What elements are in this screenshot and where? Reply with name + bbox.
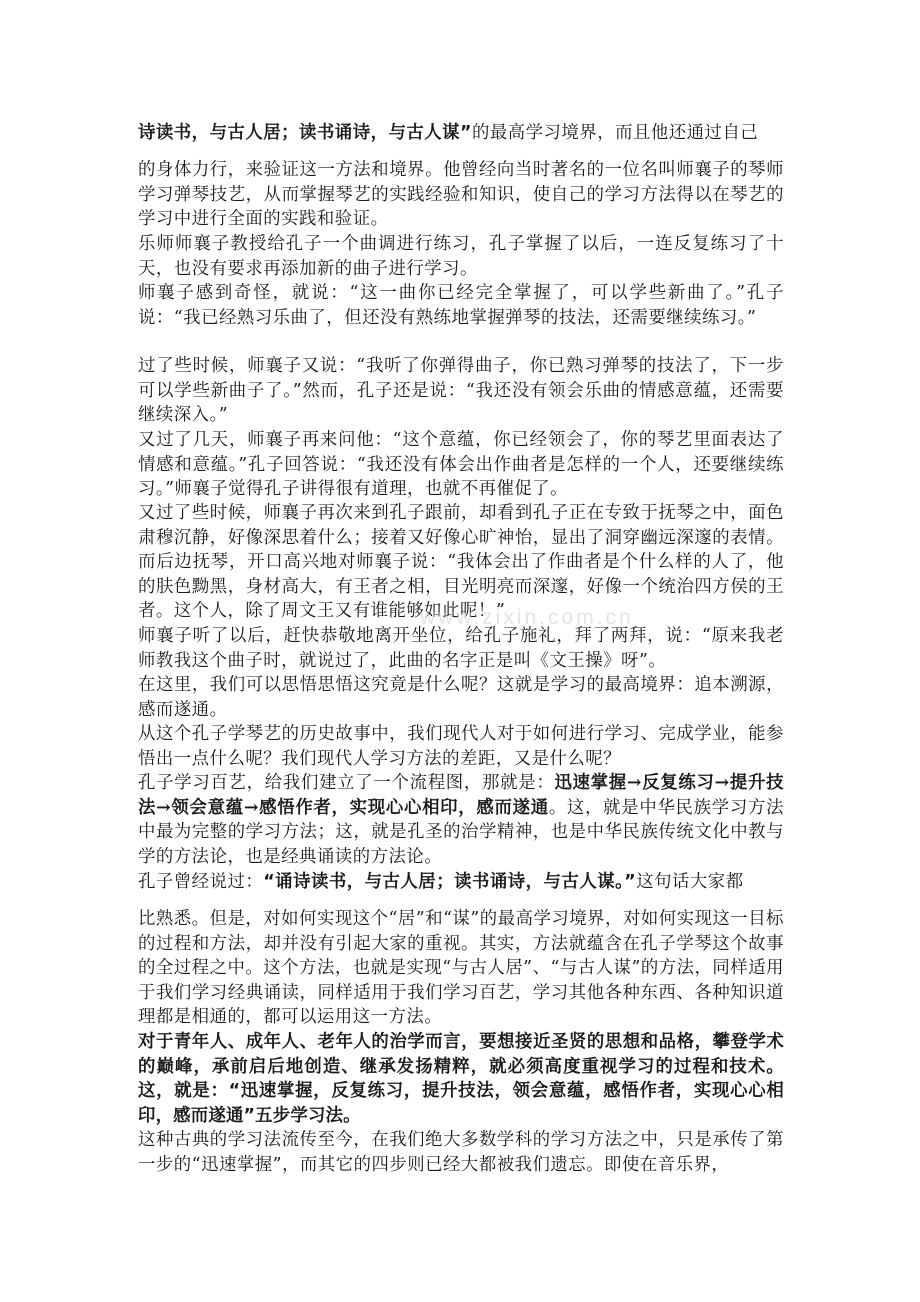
paragraph-8: 在这里，我们可以思悟思悟这究竟是什么呢？这就是学习的最高境界：追本溯源，感而遂通。	[138, 675, 784, 720]
paragraph-10	[138, 771, 784, 869]
paragraph-11-line-1	[138, 870, 784, 895]
paragraph-12-bold: 对于青年人、成年人、老年人的治学而言，要想接近圣贤的思想和品格，攀登学术的巅峰，承前启后地创造、继承发扬精粹，就必须高度重视学习的过程和技术。这，就是：“迅速掌握，反复练习，提升技法，领会意蕴，感悟作者，实现心心相印，感而遂通”五步学习法。	[138, 1032, 784, 1126]
quote-bold: “诵诗读书，与古人居；读书诵诗，与古人谋。”	[263, 872, 637, 892]
paragraph-6: 又过了些时候，师襄子再次来到孔子跟前，却看到孔子正在专致于抚琴之中，面色肃穆沉静，好像深思着什么；接着又好像心旷神怡，显出了洞穿幽远深邃的表情。而后边抚琴，开口高兴地对师襄子说：“我体会出了作曲者是个什么样的人了，他的肤色黝黑，身材高大，有王者之相，目光明亮而深邃，好像一个统治四方侯的王者。这个人，除了周文王又有谁能够如此呢！”	[138, 503, 784, 621]
paragraph-11-continued: 比熟悉。但是，对如何实现这个“居”和“谋”的最高学习境界，对如何实现这一目标的过程和方法，却并没有引起大家的重视。其实，方法就蕴含在孔子学琴这个故事的全过程之中。这个方法，也就是实现“与古人居”、“与古人谋”的方法，同样适用于我们学习经典诵读，同样适用于我们学习百艺，学习其他各种东西、各种知识道理都是相通的，都可以运用这一方法。	[138, 909, 784, 1027]
paragraph-9: 从这个孔子学琴艺的历史故事中，我们现代人对于如何进行学习、完成学业，能参悟出一点什么呢？我们现代人学习方法的差距，又是什么呢？	[138, 724, 784, 769]
paragraph-3: 师襄子感到奇怪，就说：“这一曲你已经完全掌握了，可以学些新曲了。”孔子说：“我已经熟习乐曲了，但还没有熟练地掌握弹琴的技法，还需要继续练习。”	[138, 283, 784, 328]
paragraph-11-text-a: 孔子曾经说过：	[138, 872, 264, 892]
paragraph-11-text-b: 这句话大家都	[636, 872, 744, 892]
paragraph-2: 乐师师襄子教授给孔子一个曲调进行练习，孔子掌握了以后，一连反复练习了十天，也没有要求再添加新的曲子进行学习。	[138, 234, 784, 279]
bold-quote-fragment: 诗读书，与古人居；读书诵诗，与古人谋”	[138, 123, 472, 143]
paragraph-1-line-1	[138, 121, 784, 146]
paragraph-1-text: 的最高学习境界，而且他还通过自己	[471, 123, 759, 143]
five-step-flow: 迅速掌握→反复练习→提升技法→领会意蕴→感悟作者，实现心心相印，感而遂通	[138, 773, 784, 818]
paragraph-7: 师襄子听了以后，赶快恭敬地离开坐位，给孔子施礼，拜了两拜，说：“原来我老师教我这个曲子时，就说过了，此曲的名字正是叫《文王操》呀”。	[138, 626, 784, 671]
paragraph-5: 又过了几天，师襄子再来问他：“这个意蕴，你已经领会了，你的琴艺里面表达了情感和意蕴。”孔子回答说：“我还没有体会出作曲者是怎样的一个人，还要继续练习。”师襄子觉得孔子讲得很有道理，也就不再催促了。	[138, 430, 784, 499]
paragraph-4: 过了些时候，师襄子又说：“我听了你弹得曲子，你已熟习弹琴的技法了，下一步可以学些新曲子了。”然而，孔子还是说：“我还没有领会乐曲的情感意蕴，还需要继续深入。”	[138, 356, 784, 425]
paragraph-1-continued: 的身体力行，来验证这一方法和境界。他曾经向当时著名的一位名叫师襄子的琴师学习弹琴技艺，从而掌握琴艺的实践经验和知识，使自己的学习方法得以在琴艺的学习中进行全面的实践和验证。	[138, 160, 784, 229]
paragraph-10-text-a: 孔子学习百艺，给我们建立了一个流程图，那就是：	[138, 773, 555, 793]
paragraph-13: 这种古典的学习法流传至今，在我们绝大多数学科的学习方法之中，只是承传了第一步的“迅速掌握”，而其它的四步则已经大都被我们遗忘。即使在音乐界，	[138, 1130, 784, 1175]
watermark: www.zixin.com.cn	[420, 606, 634, 629]
paragraph-10-text-b: 。这，就是中华民族学习方法中最为完整的学习方法；这，就是孔圣的治学精神，也是中华民族传统文化中教与学的方法论，也是经典诵读的方法论。	[138, 797, 784, 867]
